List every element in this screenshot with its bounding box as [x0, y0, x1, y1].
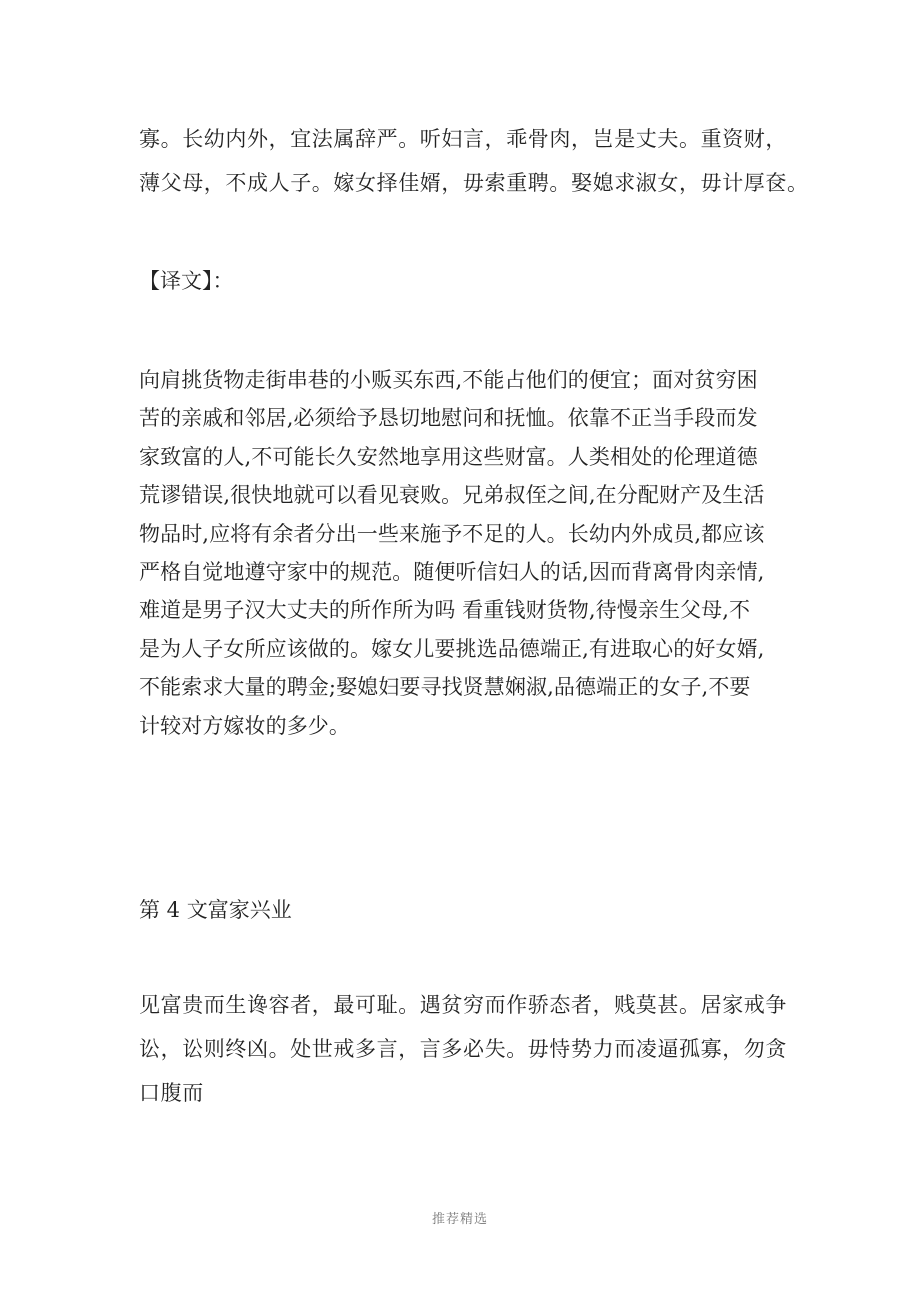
text-line: 讼，讼则终凶。处世戒多言，言多必失。毋恃势力而凌逼孤寡，勿贪: [139, 1037, 787, 1061]
text-line: 寡。长幼内外，宜法属辞严。听妇言，乖骨肉，岂是丈夫。重资财，: [139, 127, 787, 151]
text-line: 苦的亲戚和邻居,必须给予恳切地慰问和抚恤。依靠不正当手段而发: [139, 406, 758, 431]
text-line: 口腹而: [139, 1081, 204, 1105]
text-line: 难道是男子汉大丈夫的所作所为吗 看重钱财货物,待慢亲生父母,不: [139, 598, 751, 623]
text-line: 严格自觉地遵守家中的规范。随便听信妇人的话,因而背离骨肉亲情,: [139, 560, 765, 585]
text-line: 薄父母，不成人子。嫁女择佳婿，毋索重聘。娶媳求淑女，毋计厚奁。: [139, 171, 809, 195]
translation-heading-block: [139, 262, 799, 300]
text-line: 家致富的人,不可能长久安然地享用这些财富。人类相处的伦理道德: [139, 444, 758, 469]
classical-text-paragraph-2: [139, 983, 799, 1115]
translation-heading: 【译文】：: [139, 269, 234, 293]
text-line: 见富贵而生谗容者，最可耻。遇贫穷而作骄态者，贱莫甚。居家戒争: [139, 993, 787, 1017]
text-line: 荒谬错误,很快地就可以看见衰败。兄弟叔侄之间,在分配财产及生活: [139, 483, 765, 508]
text-line: 物品时,应将有余者分出一些来施予不足的人。长幼内外成员,都应该: [139, 521, 765, 546]
classical-text-paragraph: [139, 117, 809, 205]
translation-paragraph: [139, 361, 799, 745]
text-line: 计较对方嫁妆的多少。: [139, 713, 350, 738]
section-title-block: [139, 891, 799, 929]
page-footer: 推荐精选: [431, 1212, 488, 1227]
text-line: 不能索求大量的聘金;娶媳妇要寻找贤慧娴淑,品德端正的女子,不要: [139, 675, 751, 700]
text-line: 是为人子女所应该做的。嫁女儿要挑选品德端正,有进取心的好女婿,: [139, 636, 765, 661]
text-line: 向肩挑货物走街串巷的小贩买东西,不能占他们的便宜；面对贫穷困: [139, 368, 758, 392]
section-title: 第 4 文富家兴业: [139, 898, 292, 922]
